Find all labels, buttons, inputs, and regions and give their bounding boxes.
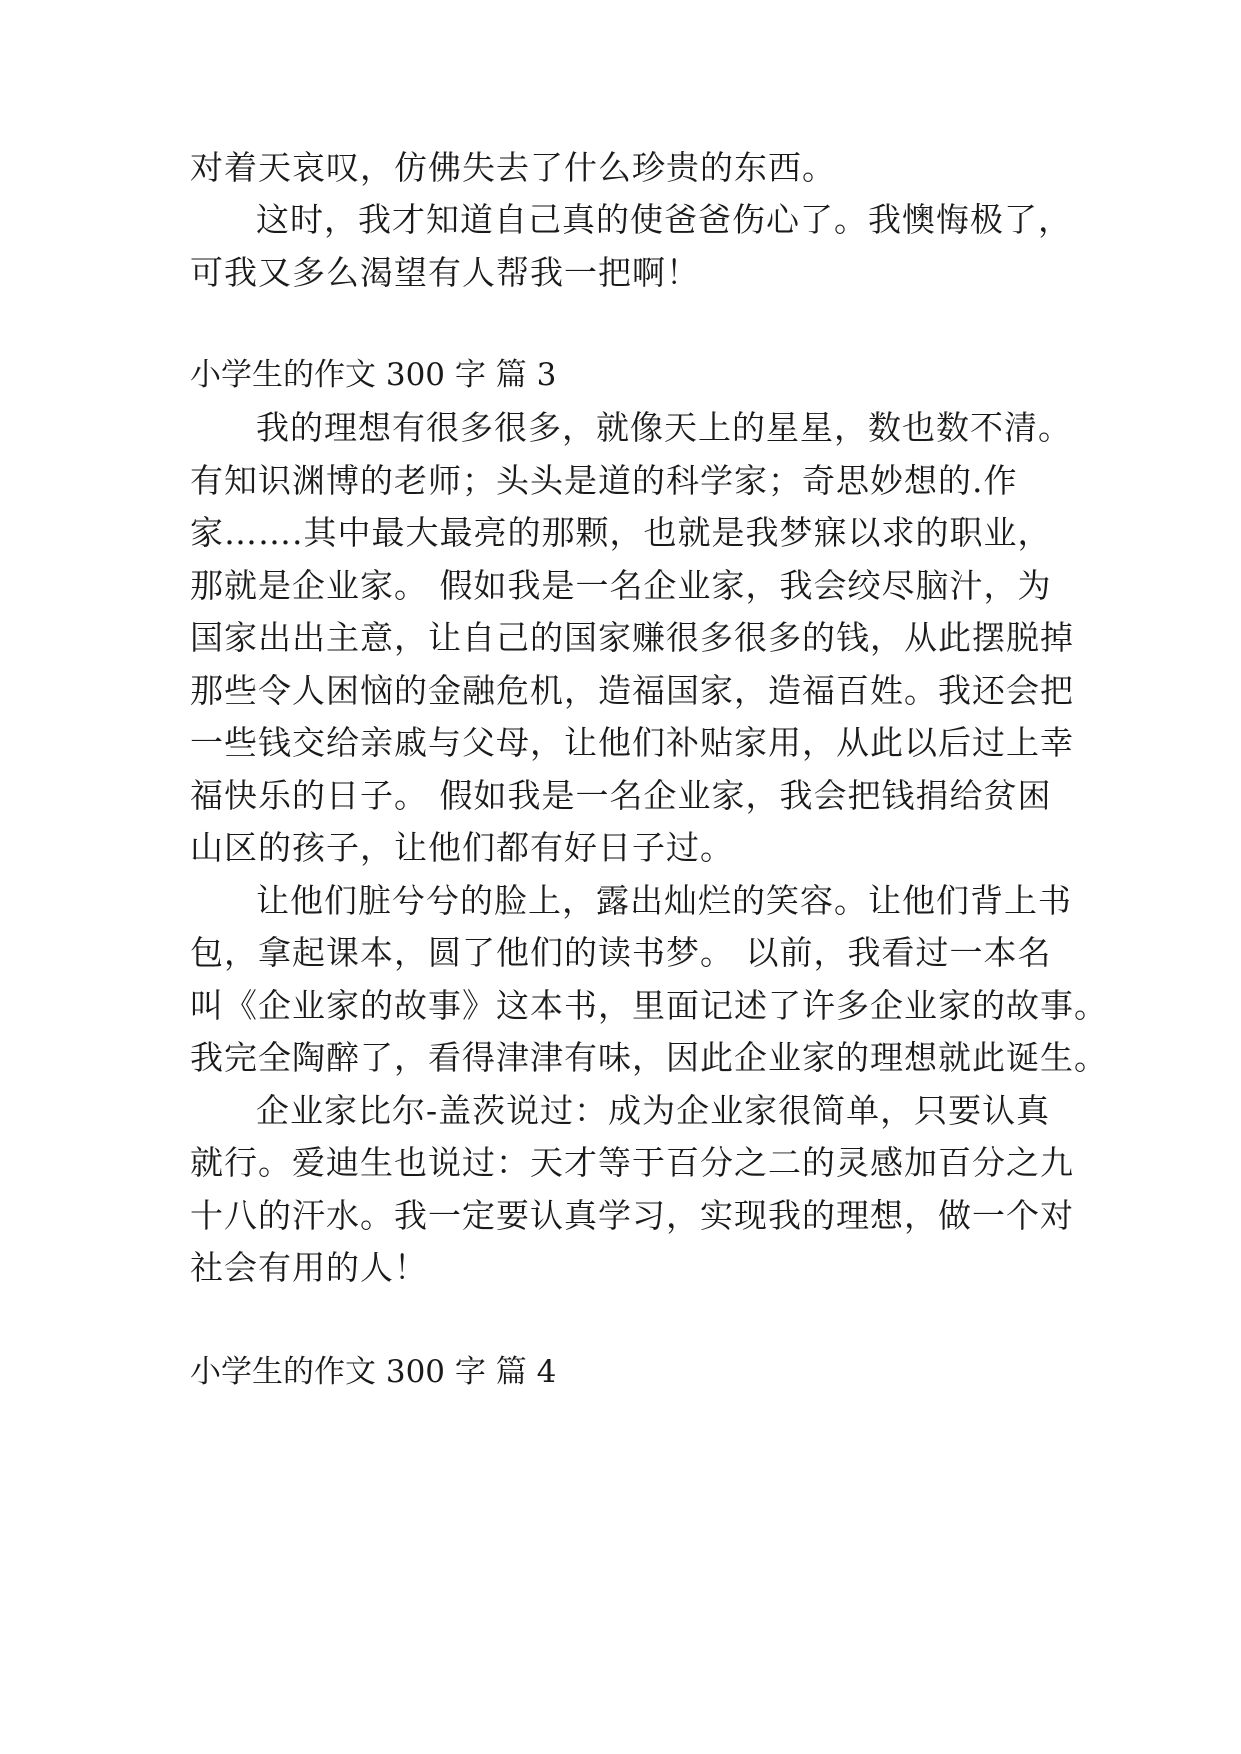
text-line: 有知识渊博的老师；头头是道的科学家；奇思妙想的.作 <box>190 461 1018 500</box>
text-line: 叫《企业家的故事》这本书，里面记述了许多企业家的故事。 <box>190 986 1108 1025</box>
text-line: 一些钱交给亲戚与父母，让他们补贴家用，从此以后过上幸 <box>190 723 1074 762</box>
text-line: 社会有用的人！ <box>190 1248 428 1287</box>
text-line: 可我又多么渴望有人帮我一把啊！ <box>190 253 700 292</box>
section-heading-3: 小学生的作文 300 字 篇 3 <box>190 357 557 393</box>
paragraph-first-line: 我的理想有很多很多，就像天上的星星，数也数不清。 <box>256 408 1072 447</box>
text-line: 家…….其中最大最亮的那颗，也就是我梦寐以求的职业， <box>190 513 1052 552</box>
text-line: 就行。爱迪生也说过：天才等于百分之二的灵感加百分之九 <box>190 1143 1074 1182</box>
text-line: 那就是企业家。 假如我是一名企业家，我会绞尽脑汁，为 <box>190 566 1052 605</box>
paragraph-first-line: 让他们脏兮兮的脸上，露出灿烂的笑容。让他们背上书 <box>256 881 1072 920</box>
text-line: 国家出出主意，让自己的国家赚很多很多的钱，从此摆脱掉 <box>190 618 1074 657</box>
text-line: 包，拿起课本，圆了他们的读书梦。 以前，我看过一本名 <box>190 933 1052 972</box>
text-line: 福快乐的日子。 假如我是一名企业家，我会把钱捐给贫困 <box>190 776 1052 815</box>
text-line: 十八的汗水。我一定要认真学习，实现我的理想，做一个对 <box>190 1196 1074 1235</box>
text-line: 山区的孩子，让他们都有好日子过。 <box>190 828 734 867</box>
text-line: 对着天哀叹，仿佛失去了什么珍贵的东西。 <box>190 148 836 187</box>
paragraph-first-line: 企业家比尔-盖茨说过：成为企业家很简单，只要认真 <box>256 1091 1051 1130</box>
text-line: 那些令人困恼的金融危机，造福国家，造福百姓。我还会把 <box>190 671 1074 710</box>
text-line: 我完全陶醉了，看得津津有味，因此企业家的理想就此诞生。 <box>190 1038 1108 1077</box>
paragraph-first-line: 这时，我才知道自己真的使爸爸伤心了。我懊悔极了， <box>256 200 1072 239</box>
section-heading-4: 小学生的作文 300 字 篇 4 <box>190 1354 557 1390</box>
